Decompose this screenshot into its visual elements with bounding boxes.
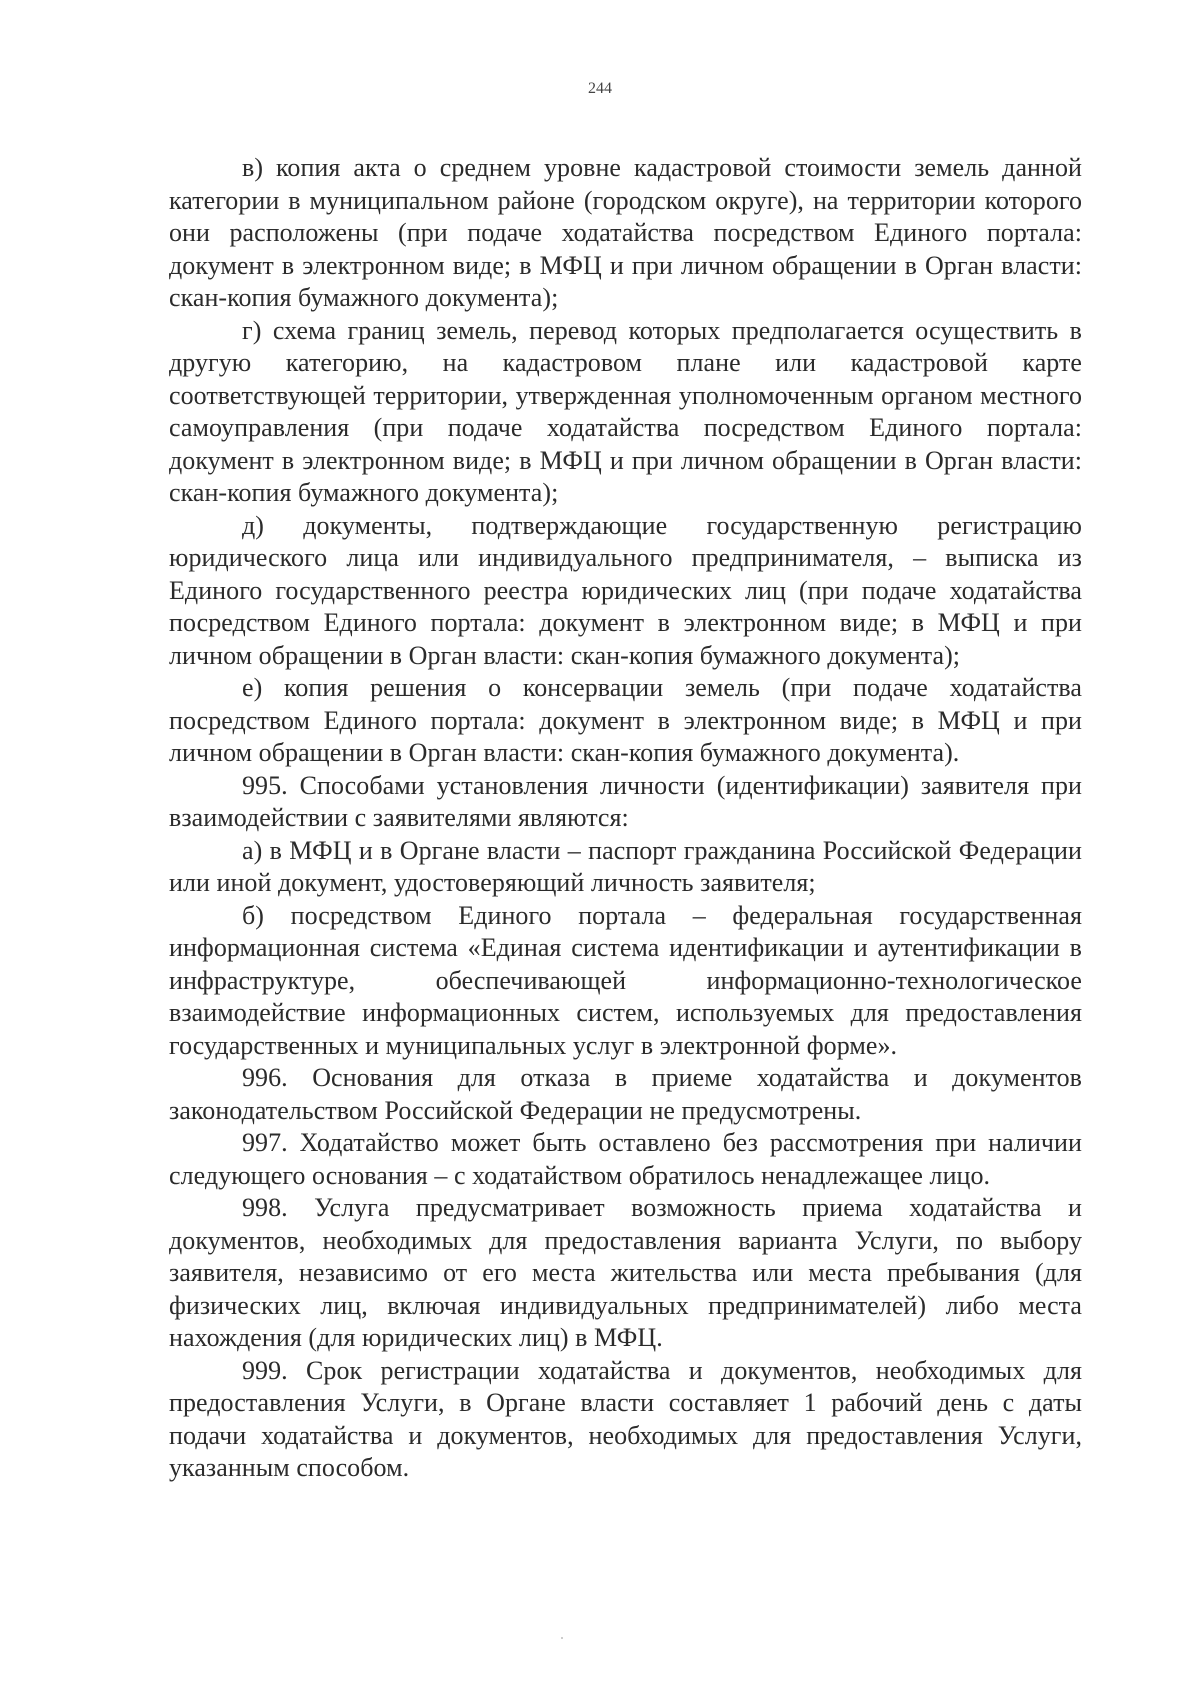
paragraph-item-g: г) схема границ земель, перевод которых предполагается осуществить в другую категорию, на кадастровом плане или кадастровой карте соответствующей территории, утвержденная уполномоченным органом местного самоуправления (при подаче ходатайства посредством Единого портала: документ в электронном виде; в МФЦ и при личном обращении в Орган власти: скан-копия бумажного документа);	[169, 315, 1082, 507]
paragraph-item-v: в) копия акта о среднем уровне кадастровой стоимости земель данной категории в муниципальном районе (городском округе), на территории которого они расположены (при подаче ходатайства посредством Единого портала: документ в электронном виде; в МФЦ и при личном обращении в Орган власти: скан-копия бумажного документа);	[169, 153, 1082, 312]
scan-artifact	[561, 1637, 563, 1639]
paragraph-item-d: д) документы, подтверждающие государственную регистрацию юридического лица или индивидуального предпринимателя, – выписка из Единого государственного реестра юридических лиц (при подаче ходатайства посредством Единого портала: документ в электронном виде; в МФЦ и при личном обращении в Орган власти: скан-копия бумажного документа);	[169, 510, 1082, 670]
paragraph-995: 995. Способами установления личности (идентификации) заявителя при взаимодействии с заявителями являются:	[169, 770, 1082, 832]
paragraph-996: 996. Основания для отказа в приеме ходатайства и документов законодательством Российской Федерации не предусмотрены.	[169, 1063, 1082, 1125]
paragraph-999: 999. Срок регистрации ходатайства и документов, необходимых для предоставления Услуги, в Органе власти составляет 1 рабочий день с даты подачи ходатайства и документов, необходимых для предоставления Услуги, указанным способом.	[169, 1355, 1082, 1482]
paragraph-997: 997. Ходатайство может быть оставлено без рассмотрения при наличии следующего основания – с ходатайством обратилось ненадлежащее лицо.	[169, 1128, 1082, 1190]
paragraph-995-item-b: б) посредством Единого портала – федеральная государственная информационная система «Единая система идентификации и аутентификации в инфраструктуре, обеспечивающей информационно-технологическое взаимодействие информационных систем, используемых для предоставления государственных и муниципальных услуг в электронной форме».	[169, 900, 1082, 1060]
page-number: 244	[588, 80, 612, 97]
paragraph-995-item-a: а) в МФЦ и в Органе власти – паспорт гражданина Российской Федерации или иной документ, удостоверяющий личность заявителя;	[169, 835, 1082, 897]
document-body	[169, 152, 1082, 1485]
paragraph-998: 998. Услуга предусматривает возможность приема ходатайства и документов, необходимых для предоставления варианта Услуги, по выбору заявителя, независимо от его места жительства или места пребывания (для физических лиц, включая индивидуальных предпринимателей) либо места нахождения (для юридических лиц) в МФЦ.	[169, 1193, 1082, 1352]
paragraph-item-e: е) копия решения о консервации земель (при подаче ходатайства посредством Единого портала: документ в электронном виде; в МФЦ и при личном обращении в Орган власти: скан-копия бумажного документа).	[169, 673, 1082, 767]
